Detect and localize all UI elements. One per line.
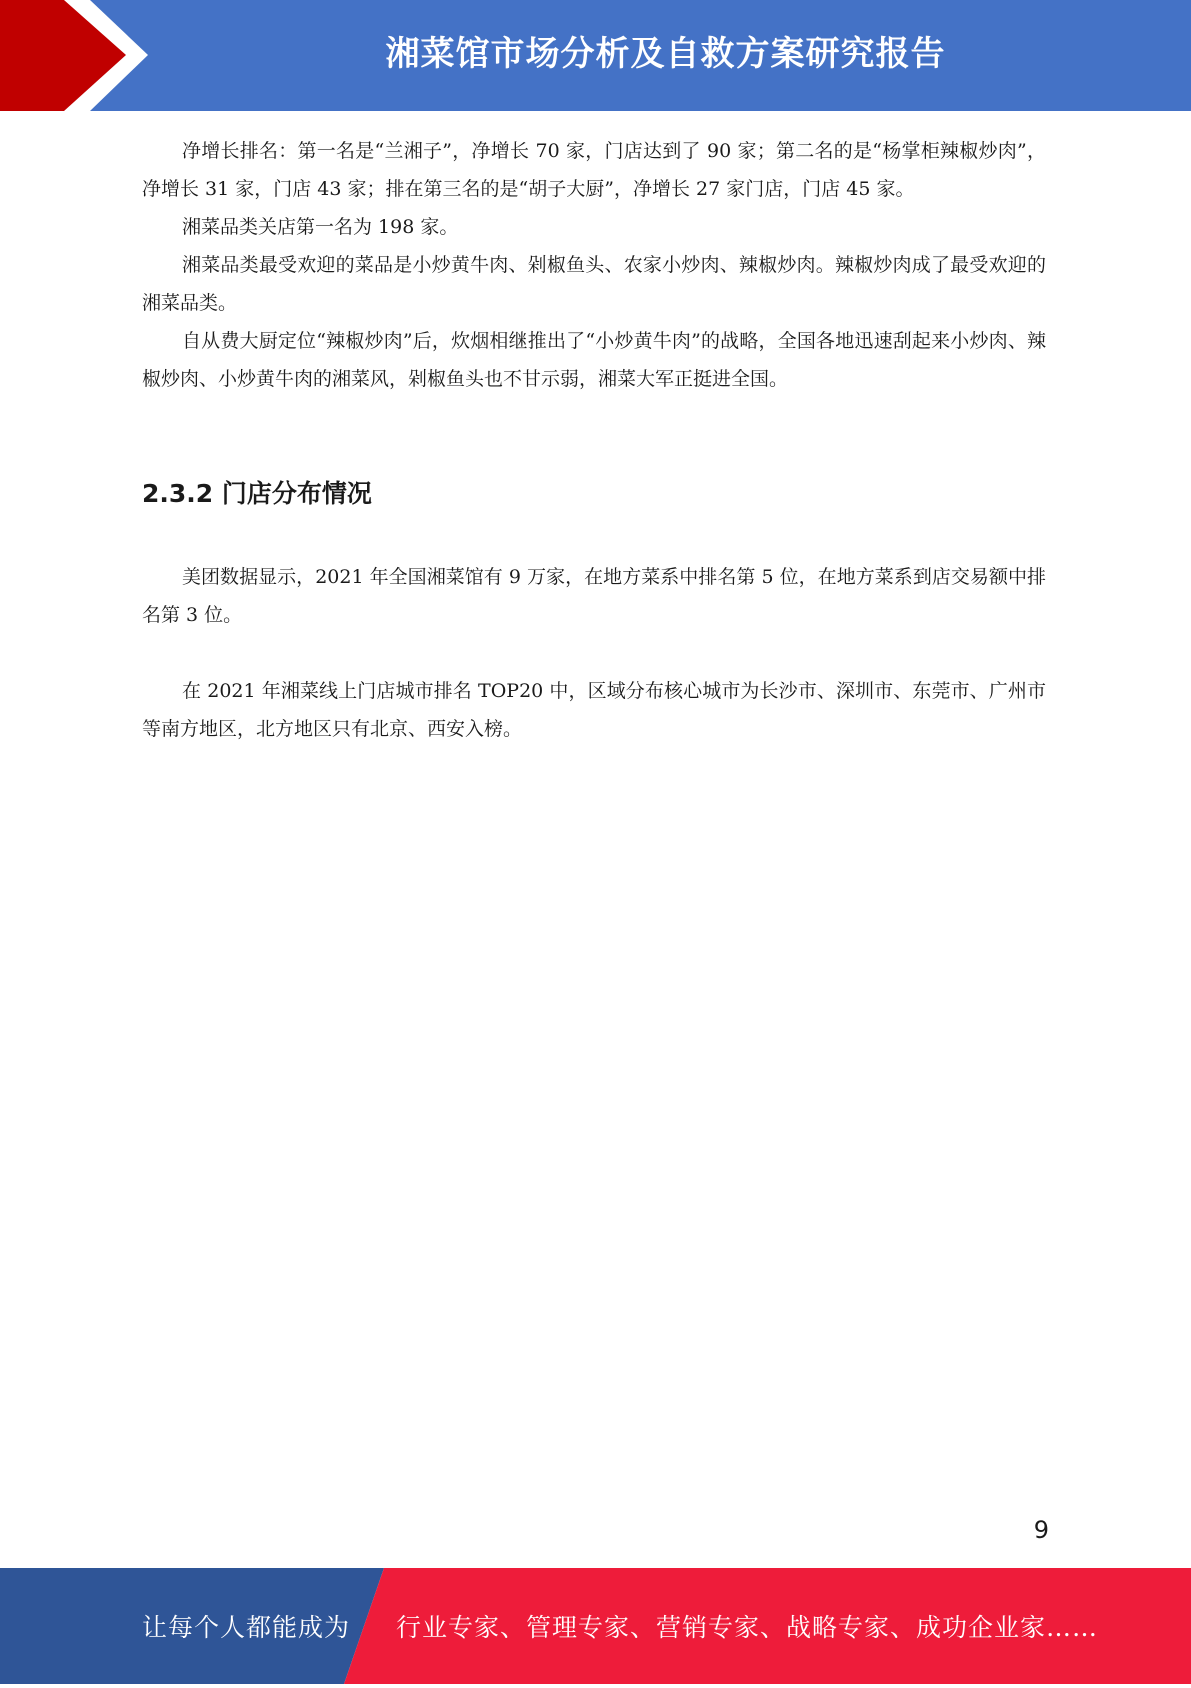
footer-slogan-left: 让每个人都能成为 — [142, 1613, 351, 1642]
document-body — [142, 132, 1046, 748]
header-band — [0, 0, 1191, 111]
paragraph-city-ranking: 在 2021 年湘菜线上门店城市排名 TOP20 中，区域分布核心城市为长沙市、深圳市、东莞市、广州市等南方地区，北方地区只有北京、西安入榜。 — [142, 680, 1046, 740]
paragraph-trend: 自从费大厨定位“辣椒炒肉”后，炊烟相继推出了“小炒黄牛肉”的战略，全国各地迅速刮起来小炒肉、辣椒炒肉、小炒黄牛肉的湘菜风，剁椒鱼头也不甘示弱，湘菜大军正挺进全国。 — [142, 330, 1046, 390]
page-number: 9 — [1033, 1516, 1049, 1544]
paragraph-net-growth-ranking: 净增长排名：第一名是“兰湘子”，净增长 70 家，门店达到了 90 家；第二名的是“杨掌柜辣椒炒肉”，净增长 31 家，门店 43 家；排在第三名的是“胡子大厨”，净增长 27 家门店，门店 45 家。 — [142, 140, 1046, 200]
report-title: 湘菜馆市场分析及自救方案研究报告 — [385, 34, 946, 74]
paragraph-closures: 湘菜品类关店第一名为 198 家。 — [182, 216, 459, 238]
footer-band — [0, 1568, 1191, 1684]
paragraph-popular-dishes: 湘菜品类最受欢迎的菜品是小炒黄牛肉、剁椒鱼头、农家小炒肉、辣椒炒肉。辣椒炒肉成了最受欢迎的湘菜品类。 — [142, 254, 1046, 314]
paragraph-meituan-data: 美团数据显示，2021 年全国湘菜馆有 9 万家，在地方菜系中排名第 5 位，在地方菜系到店交易额中排名第 3 位。 — [142, 566, 1046, 626]
header-arrow-decoration — [0, 0, 160, 111]
footer-slogan-right: 行业专家、管理专家、营销专家、战略专家、成功企业家…… — [396, 1613, 1099, 1642]
section-heading: 2.3.2 门店分布情况 — [142, 479, 372, 508]
